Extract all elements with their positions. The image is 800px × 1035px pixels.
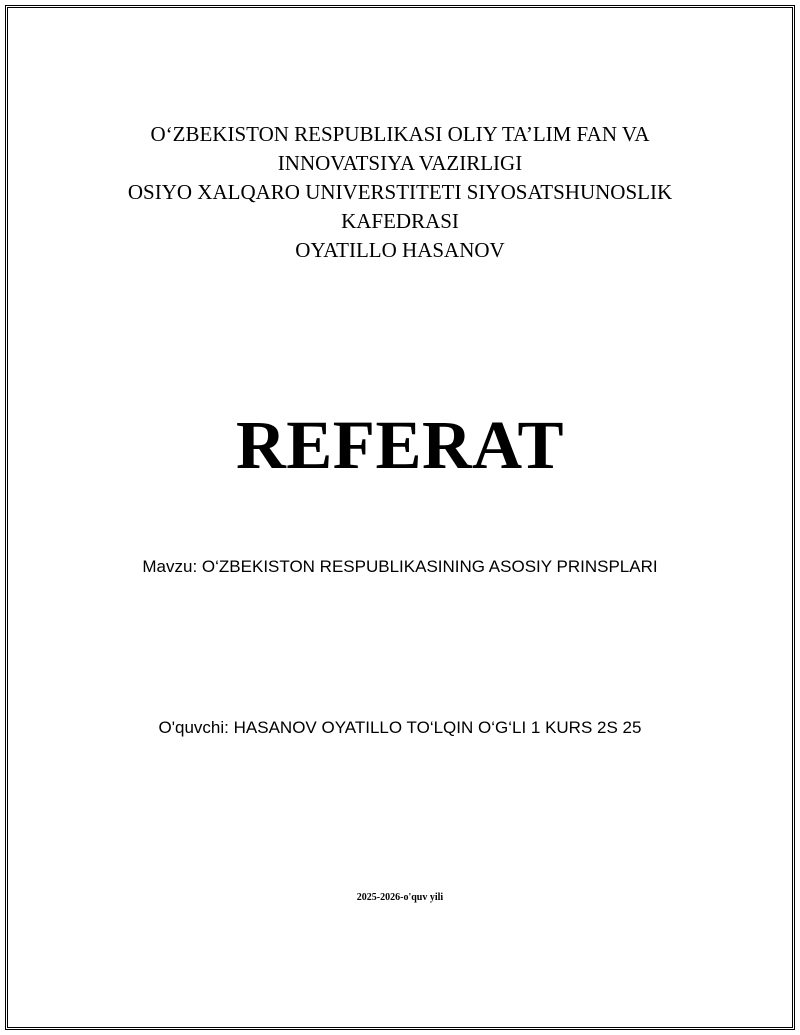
- student-value: HASANOV OYATILLO TO‘LQIN O‘G‘LI 1 KURS 2S 25: [233, 718, 642, 737]
- student-line: [0, 716, 800, 740]
- topic-line: [0, 555, 800, 579]
- academic-year: 2025-2026-o'quv yili: [356, 892, 444, 903]
- header-line-ministry-2: INNOVATSIYA VAZIRLIGI: [277, 151, 523, 175]
- document-title: REFERAT: [235, 407, 565, 483]
- student-label: O'quvchi:: [158, 718, 229, 737]
- header-line-university-1: OSIYO XALQARO UNIVERSTITETI SIYOSATSHUNOSLIK: [127, 180, 673, 204]
- header-line-university-2: KAFEDRASI: [341, 209, 459, 233]
- header-line-ministry-1: O‘ZBEKISTON RESPUBLIKASI OLIY TA’LIM FAN VA: [150, 122, 650, 146]
- topic-label: Mavzu:: [142, 557, 198, 576]
- header-line-author: OYATILLO HASANOV: [295, 238, 505, 262]
- topic-value: O‘ZBEKISTON RESPUBLIKASINING ASOSIY PRINSPLARI: [201, 557, 658, 576]
- institution-header: [0, 120, 800, 265]
